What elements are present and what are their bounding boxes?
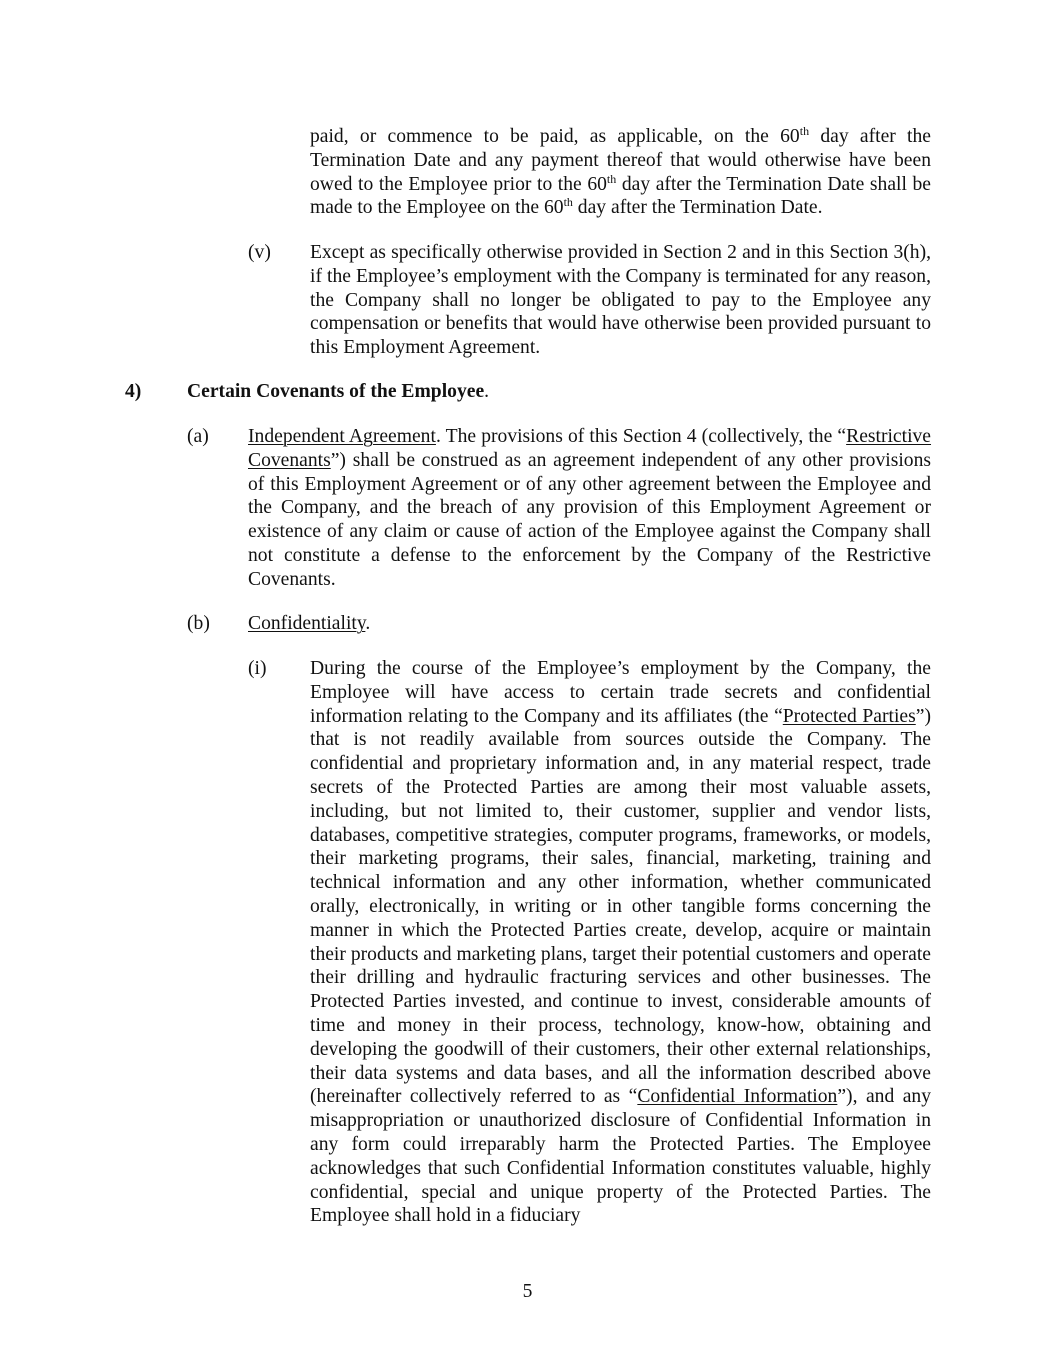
continuation-text-3: day after the Termination Date shall be made to the Employee on the 60 xyxy=(310,173,931,219)
sub-b-heading: Confidentiality xyxy=(248,613,366,634)
section-4-title-punct: . xyxy=(484,381,490,402)
defined-term-protected-parties: Protected Parties xyxy=(782,705,916,727)
item-i-text-2: ”) that is not readily available from sources outside the Company. The confidential and proprietary information and, in any material respect, trade secrets of the Protected Parties are among their most valuable assets, including, but not limited to, their customer, supplier and vendor lists, databases, competitive strategies, computer programs, frameworks, or models, their marketing programs, their sales, financial, marketing, training and technical information and any other information, whether communicated orally, electronically, in writing or in other tangible forms concerning the manner in which the Protected Parties create, develop, acquire or maintain their products and marketing plans, target their potential customers and operate their drilling and hydraulic fracturing services and other businesses. The Protected Parties invested, and continue to invest, considerable amounts of time and money in their process, technology, know-how, obtaining and developing the goodwill of their customers, their other external relationships, their data systems and data bases, and all the information described above (hereinafter collectively referred to as “ xyxy=(310,705,931,1108)
sub-a-text-2: ”) shall be construed as an agreement independent of any other provisions of this Employment Agreement or of any other agreement between the Employee and the Company, and the breach of any provision of this Employment Agreement or existence of any claim or cause of action of the Employee against the Company shall not constitute a defense to the enforcement by the Company of the Restrictive Covenants. xyxy=(248,449,931,590)
item-i-text-3: ”), and any misappropriation or unauthorized disclosure of Confidential Information in any form could irreparably harm the Protected Parties. The Employee acknowledges that such Confidential Information constitutes valuable, highly confidential, special and unique property of the Protected Parties. The Employee shall hold in a fiduciary xyxy=(310,1086,931,1227)
item-i-label: (i) xyxy=(248,658,267,679)
ordinal-superscript: th xyxy=(563,195,573,210)
sub-a-heading: Independent Agreement xyxy=(248,426,436,447)
sub-a-label: (a) xyxy=(187,426,209,447)
item-v-label: (v) xyxy=(248,242,271,263)
section-4-heading xyxy=(187,380,931,404)
continuation-paragraph xyxy=(310,125,931,220)
ordinal-superscript: th xyxy=(606,171,617,186)
item-v-paragraph: Except as specifically otherwise provided in Section 2 and in this Section 3(h), if the Employee’s employment with the Company is terminated for any reason, the Company shall no longer be obligated to pay to the Employee any compensation or benefits that would have otherwise been provided pursuant to this Employment Agreement. xyxy=(310,242,931,359)
item-i-text-1: During the course of the Employee’s employment by the Company, the Employee will have access to certain trade secrets and confidential information relating to the Company and its affiliates (the “ xyxy=(310,658,931,727)
sub-b-heading-punct: . xyxy=(365,613,371,634)
sub-a-paragraph xyxy=(248,425,931,592)
item-i-paragraph xyxy=(310,657,931,1228)
defined-term-confidential-information: Confidential Information xyxy=(637,1086,838,1108)
continuation-text-4: day after the Termination Date. xyxy=(572,197,823,219)
sub-b-heading-line xyxy=(248,612,931,636)
section-4-title: Certain Covenants of the Employee xyxy=(187,381,485,402)
ordinal-superscript: th xyxy=(799,124,810,138)
sub-a-text-1: . The provisions of this Section 4 (collectively, the “ xyxy=(435,426,847,447)
section-4-number: 4) xyxy=(125,381,142,402)
sub-b-label: (b) xyxy=(187,613,210,634)
defined-term-restrictive-covenants: Restrictive Covenants xyxy=(248,426,932,471)
continuation-text-1: paid, or commence to be paid, as applicable, on the 60 xyxy=(310,126,800,147)
continuation-text-2: day after the Termination Date and any payment thereof that would otherwise have been owed to the Employee prior to the 60 xyxy=(310,126,931,195)
page-number: 5 xyxy=(522,1281,533,1302)
